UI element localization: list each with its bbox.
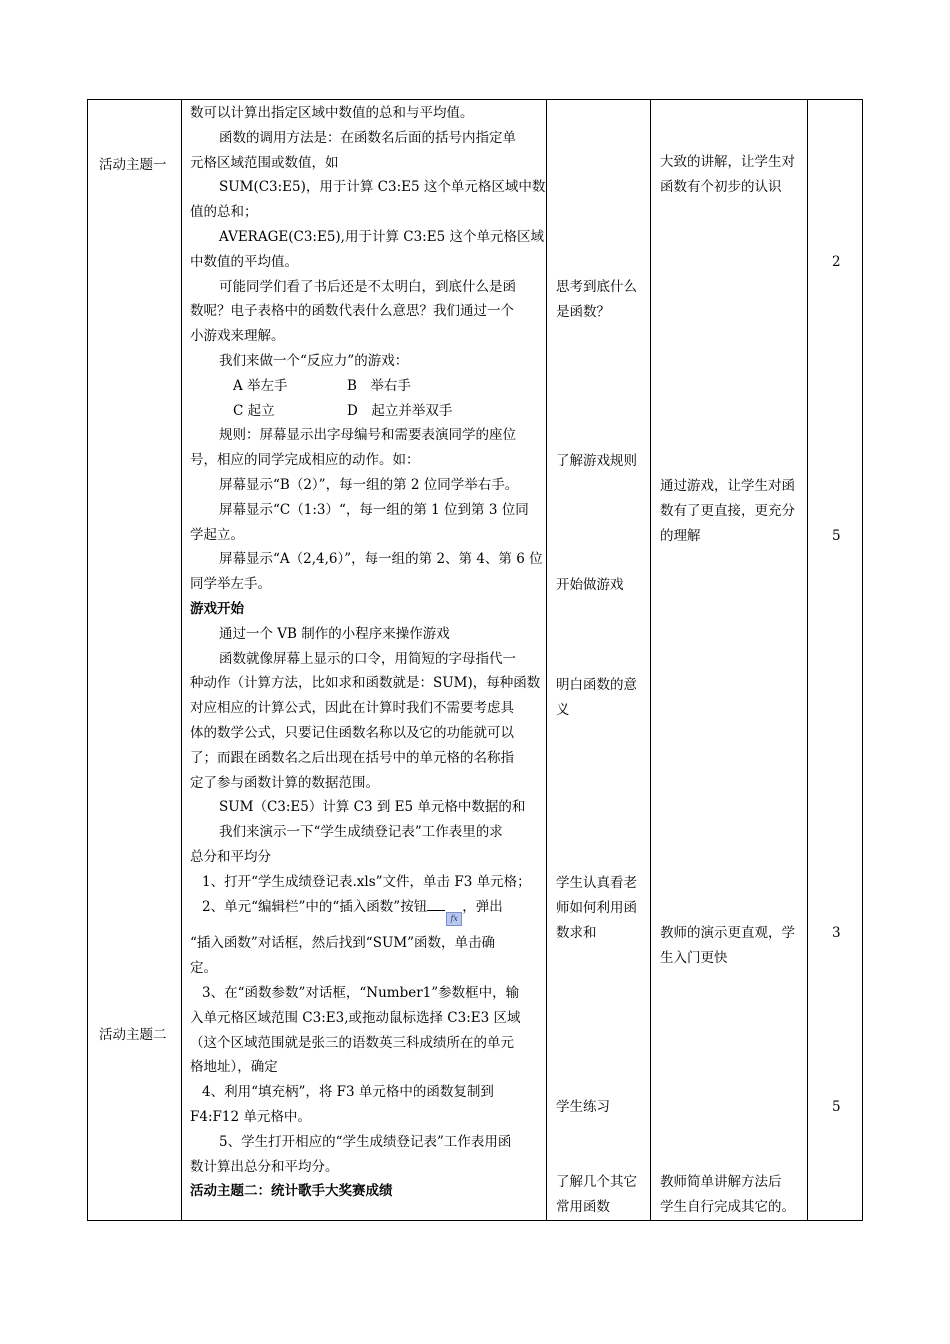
- content-line: 2、单元“编辑栏”中的“插入函数”按钮fx，弹出: [202, 895, 503, 926]
- design-intent-line: 数有了更直接，更充分: [660, 502, 795, 519]
- content-line: 定了参与函数计算的数据范围。: [190, 774, 379, 791]
- design-intent-line: 学生自行完成其它的。: [660, 1198, 795, 1215]
- student-activity-line: 数求和: [556, 924, 597, 941]
- student-activity-line: 是函数？: [556, 303, 610, 320]
- insert-function-icon: fx: [446, 912, 462, 926]
- design-intent-line: 通过游戏，让学生对函: [660, 478, 795, 494]
- column-divider: [181, 100, 182, 1220]
- content-line: C 起立: [233, 402, 275, 419]
- content-line: 屏幕显示“A（2,4,6）”，每一组的第 2、第 4、第 6 位: [219, 551, 543, 568]
- column-divider: [807, 100, 808, 1220]
- content-line: 屏幕显示“B（2）”，每一组的第 2 位同学举右手。: [219, 477, 519, 493]
- column-divider: [650, 100, 651, 1220]
- content-line: 学起立。: [190, 526, 244, 543]
- activity-topic-label: 活动主题一: [99, 157, 167, 173]
- content-line: 同学举左手。: [190, 576, 271, 593]
- content-line: 数呢？电子表格中的函数代表什么意思？我们通过一个: [190, 303, 514, 320]
- content-line: 数可以计算出指定区域中数值的总和与平均值。: [190, 105, 474, 121]
- content-line: 4、利用“填充柄”，将 F3 单元格中的函数复制到: [202, 1084, 494, 1101]
- time-minutes: 5: [832, 528, 841, 544]
- lesson-plan-table: [87, 99, 863, 1221]
- design-intent-line: 的理解: [660, 527, 701, 544]
- design-intent-line: 函数有个初步的认识: [660, 178, 782, 195]
- content-line: B 举右手: [347, 377, 411, 394]
- content-line: 我们来做一个“反应力”的游戏：: [219, 353, 409, 369]
- content-line: 总分和平均分: [190, 849, 271, 865]
- content-line: 规则：屏幕显示出字母编号和需要表演同学的座位: [219, 427, 516, 444]
- content-line: 中数值的平均值。: [190, 253, 298, 270]
- student-activity-line: 学生练习: [556, 1099, 610, 1115]
- activity-topic-label: 活动主题二: [99, 1027, 167, 1043]
- content-line: 定。: [190, 960, 217, 977]
- time-minutes: 2: [832, 254, 841, 270]
- content-line: F4:F12 单元格中。: [190, 1109, 311, 1125]
- student-activity-line: 常用函数: [556, 1198, 610, 1215]
- content-line: 了；而跟在函数名之后出现在括号中的单元格的名称指: [190, 749, 514, 766]
- content-line: 号，相应的同学完成相应的动作。如：: [190, 452, 420, 469]
- content-line: 可能同学们看了书后还是不太明白，到底什么是函: [219, 278, 516, 295]
- content-line: “插入函数”对话框，然后找到“SUM”函数，单击确: [190, 935, 496, 952]
- design-intent-line: 教师的演示更直观，学: [660, 925, 795, 941]
- content-line: 格地址），确定: [190, 1059, 278, 1076]
- content-line: 体的数学公式，只要记住函数名称以及它的功能就可以: [190, 725, 514, 741]
- student-activity-line: 学生认真看老: [556, 875, 637, 891]
- content-line: AVERAGE(C3:E5),用于计算 C3:E5 这个单元格区域: [219, 229, 544, 245]
- content-line: 函数的调用方法是：在函数名后面的括号内指定单: [219, 129, 516, 146]
- student-activity-line: 了解几个其它: [556, 1174, 637, 1190]
- content-line: D 起立并举双手: [347, 402, 453, 419]
- content-line: 数计算出总分和平均分。: [190, 1158, 339, 1175]
- student-activity-line: 了解游戏规则: [556, 453, 637, 469]
- content-line: 函数就像屏幕上显示的口令，用简短的字母指代一: [219, 650, 516, 667]
- content-line: 值的总和；: [190, 204, 258, 221]
- design-intent-line: 生入门更快: [660, 949, 728, 966]
- student-activity-line: 义: [556, 701, 570, 718]
- content-line: 入单元格区域范围 C3:E3,或拖动鼠标选择 C3:E3 区域: [190, 1009, 521, 1026]
- content-line: 5、学生打开相应的“学生成绩登记表”工作表用函: [219, 1133, 512, 1150]
- column-divider: [546, 100, 547, 1220]
- content-line: 元格区域范围或数值，如: [190, 154, 339, 171]
- content-line: 屏幕显示“C（1:3）“，每一组的第 1 位到第 3 位同: [219, 501, 529, 518]
- design-intent-line: 大致的讲解，让学生对: [660, 154, 795, 170]
- student-activity-line: 思考到底什么: [556, 279, 637, 295]
- content-line: 小游戏来理解。: [190, 328, 285, 345]
- student-activity-line: 师如何利用函: [556, 899, 637, 916]
- content-heading: 活动主题二：统计歌手大奖赛成绩: [190, 1183, 393, 1200]
- content-line: 3、在“函数参数”对话框，“Number1”参数框中，输: [202, 985, 520, 1001]
- input-blank: [427, 896, 445, 911]
- content-line: SUM（C3:E5）计算 C3 到 E5 单元格中数据的和: [219, 799, 526, 816]
- design-intent-line: 教师简单讲解方法后: [660, 1174, 782, 1190]
- content-line: 通过一个 VB 制作的小程序来操作游戏: [219, 625, 450, 642]
- content-line: 对应相应的计算公式，因此在计算时我们不需要考虑具: [190, 700, 514, 717]
- time-minutes: 5: [832, 1099, 841, 1115]
- content-line-tail: ，弹出: [462, 898, 503, 915]
- student-activity-line: 明白函数的意: [556, 677, 637, 693]
- content-line: 种动作（计算方法，比如求和函数就是：SUM)，每种函数: [190, 675, 541, 692]
- content-line: （这个区域范围就是张三的语数英三科成绩所在的单元: [190, 1034, 514, 1051]
- time-minutes: 3: [832, 925, 841, 941]
- content-line: 1、打开“学生成绩登记表.xls”文件，单击 F3 单元格；: [202, 873, 531, 890]
- content-line: 我们来演示一下“学生成绩登记表”工作表里的求: [219, 824, 503, 841]
- content-line: A 举左手: [233, 377, 288, 394]
- content-line: SUM(C3:E5)，用于计算 C3:E5 这个单元格区域中数: [219, 179, 546, 196]
- content-heading: 游戏开始: [190, 601, 244, 617]
- student-activity-line: 开始做游戏: [556, 577, 624, 593]
